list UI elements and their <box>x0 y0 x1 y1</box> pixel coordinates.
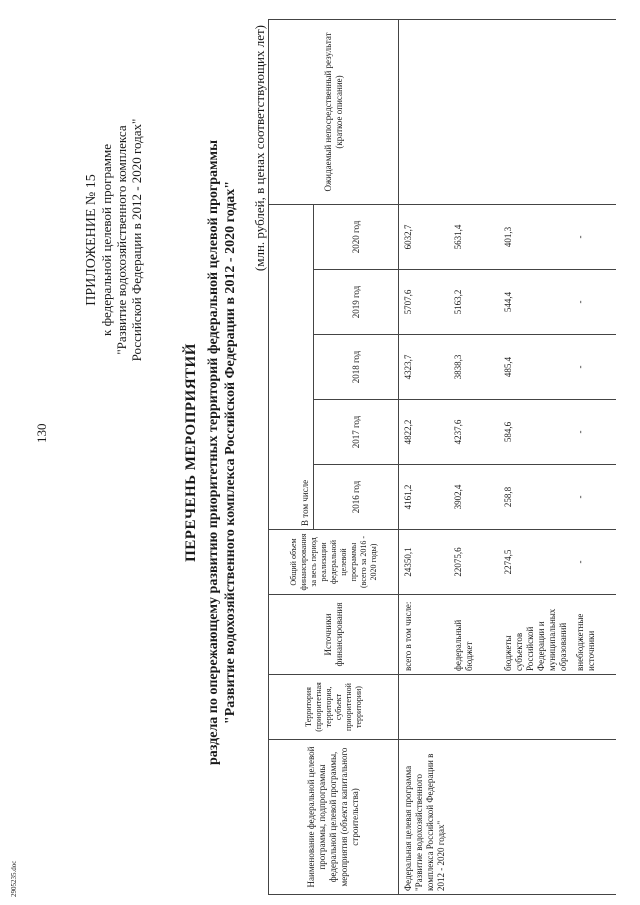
header-year-2019: 2019 год <box>314 270 399 335</box>
appendix-line: "Развитие водохозяйственного комплекса <box>114 125 129 355</box>
year-cell: 4822,2 <box>399 400 449 465</box>
appendix-line: к федеральной целевой программе <box>99 144 114 336</box>
units-note: (млн. рублей, в ценах соответствующих лет) <box>252 25 267 272</box>
appendix-line: Российской Федерации в 2012 - 2020 годах" <box>129 118 144 362</box>
appendix-header <box>84 20 144 460</box>
header-year-2018: 2018 год <box>314 335 399 400</box>
page-number: 130 <box>34 423 49 443</box>
year-cell: - <box>571 400 616 465</box>
year-cell: 544,4 <box>499 270 571 335</box>
header-result: Ожидаемый непосредственный результат (краткое описание) <box>269 19 399 204</box>
year-cell: - <box>571 335 616 400</box>
total-cell: 22075,6 <box>449 530 499 595</box>
source-cell: федеральный бюджет <box>449 595 499 675</box>
year-cell: 4161,2 <box>399 465 449 530</box>
source-cell: бюджеты субъектов Российской Федерации и муниципальных образований <box>499 595 571 675</box>
year-cell: 401,3 <box>499 204 571 269</box>
source-cell: всего в том числе: <box>399 595 449 675</box>
header-name: Наименование федеральной целевой программы, подпрограммы федеральной целевой программы, мероприятия (объекта капитального строительства) <box>269 740 399 895</box>
table-row <box>399 19 449 894</box>
total-cell: - <box>571 530 616 595</box>
year-cell: 258,8 <box>499 465 571 530</box>
year-cell: 3902,4 <box>449 465 499 530</box>
measures-table <box>268 19 616 895</box>
year-cell: 5163,2 <box>449 270 499 335</box>
year-cell: 4323,7 <box>399 335 449 400</box>
territory-cell <box>399 675 616 740</box>
year-cell: - <box>571 465 616 530</box>
year-cell: - <box>571 204 616 269</box>
source-cell: внебюджетные источники <box>571 595 616 675</box>
total-cell: 24350,1 <box>399 530 449 595</box>
document-id: 2905235.doc <box>10 860 18 897</box>
appendix-number: ПРИЛОЖЕНИЕ № 15 <box>84 174 99 306</box>
year-cell: 584,6 <box>499 400 571 465</box>
program-name: Федеральная целевая программа "Развитие водохозяйственного комплекса Российской Федерации в 2012 - 2020 годах" <box>399 740 616 895</box>
header-year-2016: 2016 год <box>314 465 399 530</box>
year-cell: 3838,3 <box>449 335 499 400</box>
year-cell: 6032,7 <box>399 204 449 269</box>
year-cell: 5631,4 <box>449 204 499 269</box>
result-cell <box>399 19 616 204</box>
document-subtitle: "Развитие водохозяйственного комплекса Российской Федерации в 2012 - 2020 годах" <box>223 180 238 725</box>
year-cell: 485,4 <box>499 335 571 400</box>
header-sources: Источники финансирования <box>269 595 399 675</box>
year-cell: 5707,6 <box>399 270 449 335</box>
header-year-2017: 2017 год <box>314 400 399 465</box>
document-subtitle: раздела по опережающему развитию приоритетных территорий федеральной целевой программы <box>206 139 221 766</box>
document-title: ПЕРЕЧЕНЬ МЕРОПРИЯТИЙ <box>183 343 199 562</box>
header-territory: Территория (приоритетная территория, субъект приоритетной территории) <box>269 675 399 740</box>
year-cell: - <box>571 270 616 335</box>
header-year-2020: 2020 год <box>314 204 399 269</box>
year-cell: 4237,6 <box>449 400 499 465</box>
header-total: Общий объем финансирования за весь период реализации федеральной целевой программы (всего за 2016 - 2020 годы) <box>269 530 399 595</box>
header-in-that: В том числе <box>269 204 314 529</box>
total-cell: 2274,5 <box>499 530 571 595</box>
